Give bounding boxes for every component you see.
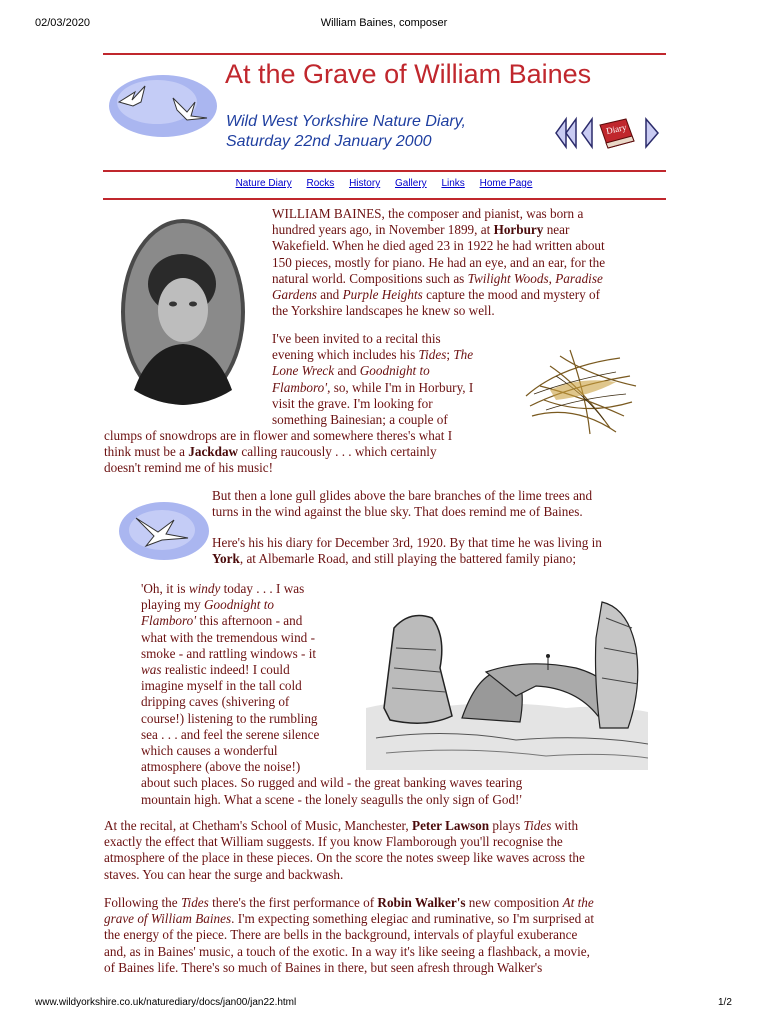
text-run: there's the first performance of [208, 895, 378, 910]
text-run: . I'm expecting something elegiac and ruminative, so I'm surprised at [231, 911, 595, 927]
text-run: , at Albemarle Road, and still playing the battered family piano; [239, 551, 577, 567]
diary-book-label: Diary [605, 121, 628, 137]
first-page-arrow-icon[interactable] [552, 116, 578, 150]
text-run: staves. You can hear the surge and backwash. [104, 866, 344, 882]
text-run: exactly the effect that William suggests. If you know Flamborough you'll recognise the [104, 834, 563, 850]
paragraph-recital [104, 818, 585, 883]
text-run: visit the grave. I'm looking for [272, 395, 433, 411]
text-run: But then a lone gull glides above the bare branches of the lime trees and [212, 488, 593, 503]
text-run: 150 pieces, mostly for piano. He had an eye, and an ear, for the [272, 254, 606, 270]
nav-link-home-page[interactable]: Home Page [479, 178, 533, 189]
birds-logo-image [107, 72, 219, 140]
text-run: the energy of the piece. There are bells in the background, intervals of playful exuberance [104, 927, 578, 943]
paragraph-intro [272, 206, 605, 319]
paragraph-recital-invite-a [272, 331, 473, 428]
text-run: hundred years ago, in November 1899, at [272, 222, 494, 238]
text-run: the Yorkshire landscapes he knew so well. [272, 303, 495, 319]
next-page-arrow-icon[interactable] [642, 116, 662, 150]
flamborough-rocks-sketch-image [366, 588, 648, 770]
performer-name: Peter Lawson [412, 818, 490, 833]
text-run: and, as in Baines' music, a touch of the exotic. In a way it's like seeing a flashback, a movie, [104, 943, 590, 959]
text-run: new composition [465, 895, 563, 910]
text-run: about such places. So rugged and wild - the great banking waves tearing [141, 775, 523, 791]
text-run: ; [446, 347, 454, 363]
work-title: Flamboro' [141, 613, 197, 629]
text-run: smoke - and rattling windows - it [141, 645, 317, 661]
text-run: what with the tremendous wind - [141, 629, 315, 645]
work-title: Paradise [555, 270, 603, 286]
work-title: The [453, 347, 474, 363]
text-run: today . . . I was [220, 581, 305, 596]
text-run: , [548, 270, 556, 286]
text-run: WILLIAM BAINES, the composer and pianist, was born a [272, 206, 584, 221]
species-jackdaw: Jackdaw [188, 444, 239, 460]
place-york: York [212, 551, 240, 567]
snowdrops-sketch-image [520, 336, 638, 438]
nav-bottom-rule [103, 198, 666, 200]
text-run: with [551, 818, 579, 833]
text-run: something Bainesian; a couple of [272, 412, 448, 428]
print-url: www.wildyorkshire.co.uk/naturediary/docs/jan00/jan22.html [35, 997, 297, 1008]
text-run: and [334, 363, 360, 379]
text-run: of Baines life. There's so much of Baines in there, but seen afresh through Walker's [104, 959, 543, 975]
text-run: natural world. Compositions such as [272, 270, 468, 286]
work-title: Gardens [272, 287, 317, 303]
work-title: Tides [418, 347, 447, 363]
text-run: which causes a wonderful [141, 743, 278, 759]
nav-link-gallery[interactable]: Gallery [394, 178, 427, 189]
text-run: plays [489, 818, 524, 833]
emphasis: was [141, 662, 162, 678]
text-run: realistic indeed! I could [161, 662, 290, 678]
subtitle-line: Wild West Yorkshire Nature Diary, [226, 113, 466, 130]
nav-link-history[interactable]: History [349, 178, 381, 189]
text-run: At the recital, at Chetham's School of Music, Manchester, [104, 818, 413, 833]
nav-top-rule [103, 170, 666, 172]
nav-bar [0, 178, 768, 189]
composer-name: Robin Walker's [377, 895, 466, 910]
nav-link-links[interactable]: Links [441, 178, 465, 189]
print-page-number: 1/2 [718, 997, 732, 1008]
work-title: At the [562, 895, 594, 910]
text-run: playing my [141, 597, 205, 613]
subtitle-line: Saturday 22nd January 2000 [226, 133, 432, 150]
work-title: Twilight Woods [467, 270, 549, 286]
text-run: Wakefield. When he died aged 23 in 1922 he had written about [272, 238, 605, 254]
paragraph-walker-composition [104, 895, 594, 976]
page-subtitle [226, 112, 466, 152]
text-run: and [316, 287, 343, 303]
emphasis: windy [188, 581, 221, 596]
place-horbury: Horbury [493, 222, 544, 238]
text-run: imagine myself in the tall cold [141, 678, 302, 694]
text-run: think must be a [104, 444, 189, 460]
work-title: Goodnight to [359, 363, 430, 379]
work-title: Lone Wreck [272, 363, 335, 379]
print-date: 02/03/2020 [35, 17, 91, 29]
text-run: clumps of snowdrops are in flower and somewhere theres's what I [104, 428, 453, 443]
text-run: atmosphere of the place in these pieces. On the score the notes sweep like waves across the [104, 850, 585, 866]
work-title: Tides [523, 818, 552, 833]
nav-link-nature-diary[interactable]: Nature Diary [235, 178, 292, 189]
text-run: doesn't remind me of his music! [104, 460, 274, 476]
text-run: Here's his his diary for December 3rd, 1920. By that time he was living in [212, 535, 602, 550]
gull-image [118, 500, 210, 562]
text-run: course!) listening to the rumbling [141, 710, 318, 726]
work-title: Flamboro' [272, 379, 328, 395]
text-run: Following the [104, 895, 181, 910]
top-rule [103, 53, 666, 55]
text-run: atmosphere (above the noise!) [141, 759, 301, 775]
diary-book-button[interactable] [596, 115, 638, 151]
text-run: I've been invited to a recital this [272, 331, 441, 346]
previous-page-arrow-icon[interactable] [579, 116, 595, 150]
work-title: Tides [180, 895, 209, 910]
text-run: 'Oh, it is [141, 581, 189, 596]
text-run: sea . . . and feel the serene silence [141, 726, 320, 742]
paragraph-recital-invite-b [104, 428, 452, 477]
work-title: grave of William Baines [104, 911, 232, 927]
print-page-title: William Baines, composer [320, 17, 448, 29]
page-title: At the Grave of William Baines [225, 59, 592, 89]
nav-link-rocks[interactable]: Rocks [306, 178, 335, 189]
text-run: capture the mood and mystery of [422, 287, 601, 303]
paragraph-diary-intro [212, 535, 602, 567]
work-title: Goodnight to [204, 597, 274, 613]
text-run: this afternoon - and [196, 613, 303, 629]
text-run: calling raucously . . . which certainly [238, 444, 437, 460]
baines-portrait-image [120, 218, 246, 406]
text-run: dripping caves (shivering of [141, 694, 290, 710]
text-run: turns in the wind against the blue sky. That does remind me of Baines. [212, 504, 583, 520]
text-run: , so, while I'm in Horbury, I [327, 379, 474, 395]
text-run: near [543, 222, 570, 238]
text-run: evening which includes his [272, 347, 419, 363]
work-title: Purple Heights [342, 287, 423, 303]
paragraph-gull [212, 488, 592, 520]
text-run: mountain high. What a scene - the lonely seagulls the only sign of God!' [141, 791, 522, 807]
